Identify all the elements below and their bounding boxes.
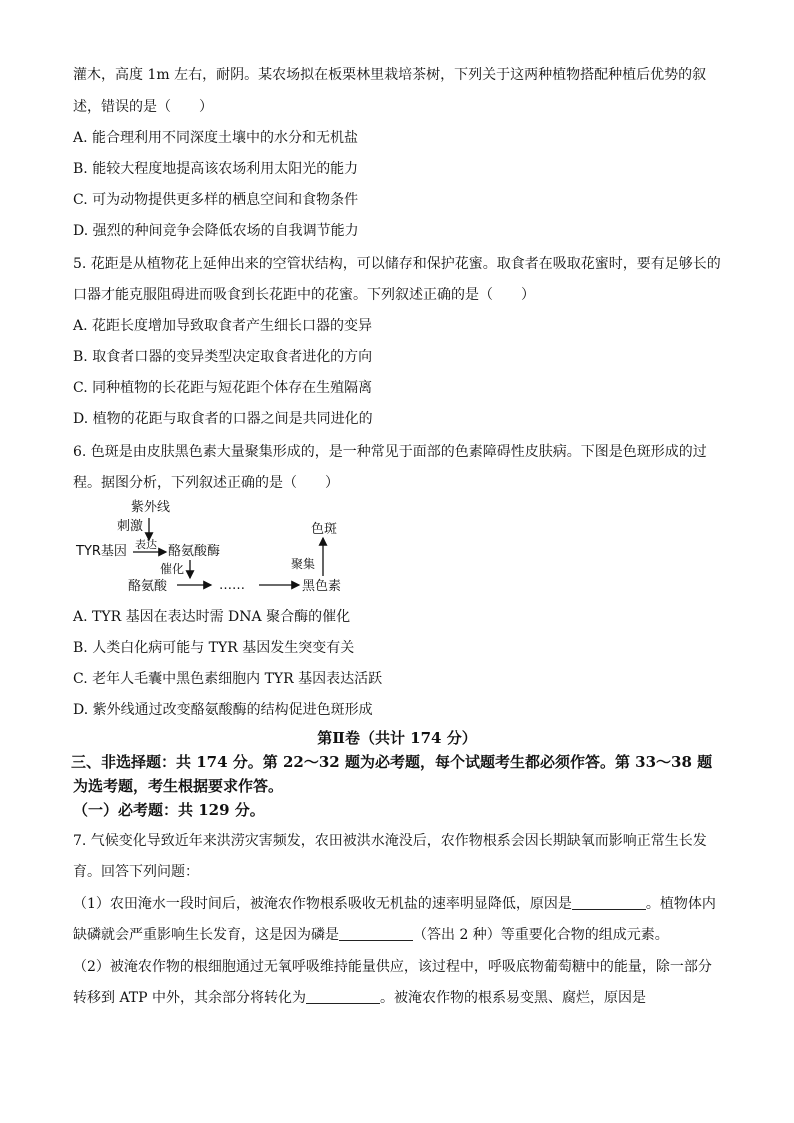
q4-option-d: D. 强烈的种间竞争会降低农场的自我调节能力 — [73, 223, 359, 239]
answer-blank-2[interactable] — [339, 926, 413, 941]
q7-part1-text-a: （1）农田淹水一段时间后，被淹农作物根系吸收无机盐的速率明显降低，原因是 — [73, 896, 572, 912]
section-title: 第Ⅱ卷（共计 174 分） — [317, 729, 477, 747]
q7-stem-line1: 7. 气候变化导致近年来洪涝灾害频发，农田被洪水淹没后，农作物根系会因长期缺氧而影响正常生长发 — [73, 833, 707, 849]
q4-stem-line1: 灌木，高度 1m 左右，耐阴。某农场拟在板栗林里栽培茶树，下列关于这两种植物搭配种植后优势的叙 — [73, 67, 707, 83]
q6-option-c: C. 老年人毛囊中黑色素细胞内 TYR 基因表达活跃 — [73, 671, 383, 687]
label-aggregate: 聚集 — [291, 557, 316, 571]
q6-stem-line1: 6. 色斑是由皮肤黑色素大量聚集形成的，是一种常见于面部的色素障碍性皮肤病。下图是色斑形成的过 — [73, 444, 707, 460]
q7-part1-line1 — [73, 894, 716, 914]
q7-stem-line2: 育。回答下列问题： — [73, 864, 199, 880]
q7-part2-line2 — [73, 988, 646, 1008]
label-catalyze: 催化 — [160, 562, 185, 576]
label-spot: 色斑 — [311, 522, 338, 537]
q5-option-b: B. 取食者口器的变异类型决定取食者进化的方向 — [73, 349, 373, 365]
melanin-pathway-diagram — [73, 496, 373, 600]
q6-option-b: B. 人类白化病可能与 TYR 基因发生突变有关 — [73, 640, 355, 656]
q5-option-a: A. 花距长度增加导致取食者产生细长口器的变异 — [73, 318, 373, 334]
q7-part1-text-d: （答出 2 种）等重要化合物的组成元素。 — [413, 927, 669, 943]
q4-option-b: B. 能较大程度地提高该农场利用太阳光的能力 — [73, 161, 359, 177]
q6-option-d: D. 紫外线通过改变酪氨酸酶的结构促进色斑形成 — [73, 702, 373, 718]
label-tyr-gene: TYR基因 — [76, 544, 127, 559]
q6-stem-line2: 程。据图分析，下列叙述正确的是（ ） — [73, 475, 339, 491]
answer-blank-3[interactable] — [306, 989, 380, 1004]
q5-stem-line2: 口器才能克服阻碍进而吸食到长花距中的花蜜。下列叙述正确的是（ ） — [73, 287, 535, 303]
q4-stem-line2: 述，错误的是（ ） — [73, 99, 213, 115]
q4-option-c: C. 可为动物提供更多样的栖息空间和食物条件 — [73, 192, 359, 208]
q7-part1-line2 — [73, 925, 669, 945]
section-heading-line1: 三、非选择题：共 174 分。第 22～32 题为必考题，每个试题考生都必须作答。第 33～38 题 — [71, 753, 713, 771]
q7-part2-text-c: 。被淹农作物的根系易变黑、腐烂，原因是 — [380, 990, 647, 1006]
label-melanin: 黑色素 — [302, 579, 342, 594]
q7-part2-text-b: 转移到 ATP 中外，其余部分将转化为 — [73, 990, 307, 1006]
q5-stem-line1: 5. 花距是从植物花上延伸出来的空管状结构，可以储存和保护花蜜。取食者在吸取花蜜时，要有足够长的 — [73, 256, 721, 272]
q6-option-a: A. TYR 基因在表达时需 DNA 聚合酶的催化 — [73, 609, 351, 625]
q7-part1-text-c: 缺磷就会严重影响生长发育，这是因为磷是 — [73, 927, 339, 943]
label-tyrosine: 酪氨酸 — [128, 579, 168, 594]
q5-option-c: C. 同种植物的长花距与短花距个体存在生殖隔离 — [73, 380, 373, 396]
section-subheading: （一）必考题：共 129 分。 — [73, 801, 265, 819]
label-stimulate: 刺激 — [117, 519, 144, 534]
q4-option-a: A. 能合理利用不同深度土壤中的水分和无机盐 — [73, 130, 359, 146]
q7-part1-text-b: 。植物体内 — [645, 896, 716, 912]
q7-part2-line1: （2）被淹农作物的根细胞通过无氧呼吸维持能量供应，该过程中，呼吸底物葡萄糖中的能量，除一部分 — [73, 959, 712, 975]
label-express: 表达 — [135, 538, 157, 551]
section-heading-line2: 为选考题，考生根据要求作答。 — [73, 777, 284, 795]
label-tyrosinase: 酪氨酸酶 — [168, 544, 221, 559]
label-ellipsis: …… — [219, 578, 245, 593]
answer-blank-1[interactable] — [572, 895, 646, 910]
q5-option-d: D. 植物的花距与取食者的口器之间是共同进化的 — [73, 411, 373, 427]
label-uv: 紫外线 — [131, 500, 171, 515]
